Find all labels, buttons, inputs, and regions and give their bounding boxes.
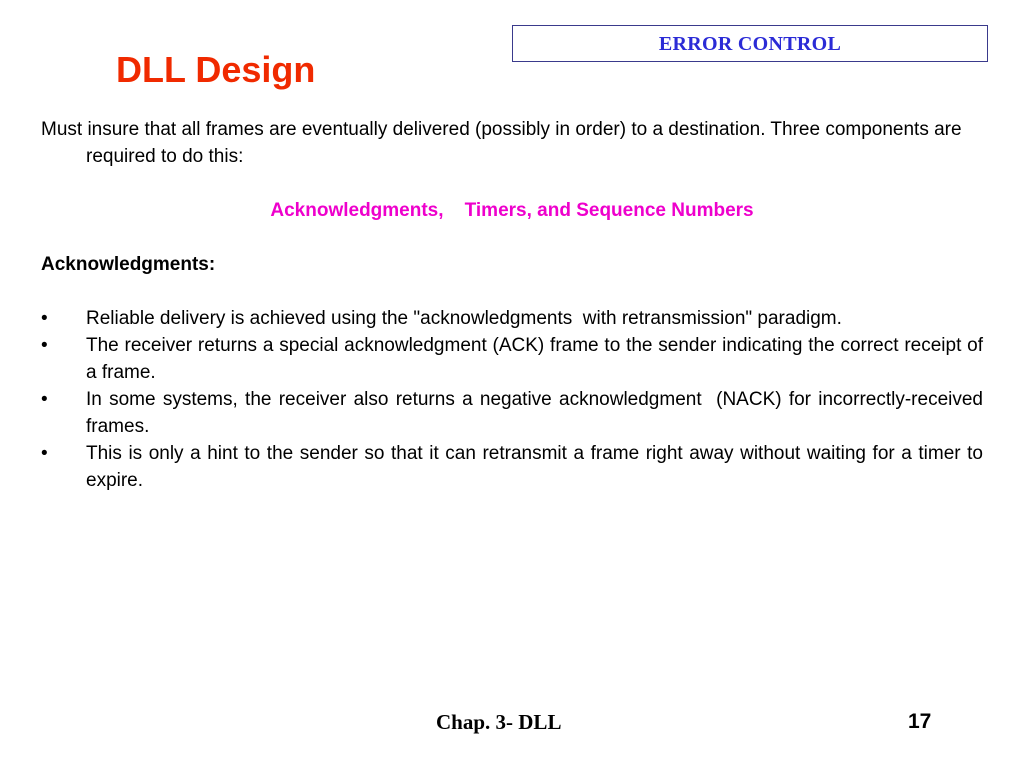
slide-title: DLL Design bbox=[116, 49, 316, 90]
list-item bbox=[41, 332, 989, 386]
bullet-text: In some systems, the receiver also returns a negative acknowledgment (NACK) for incorrectly-received frames. bbox=[86, 389, 989, 437]
footer-chapter: Chap. 3- DLL bbox=[436, 710, 562, 734]
list-item bbox=[41, 440, 989, 494]
slide-body bbox=[41, 116, 989, 494]
bullet-marker: • bbox=[41, 308, 48, 329]
topic-label: ERROR CONTROL bbox=[658, 33, 842, 55]
list-item bbox=[41, 386, 989, 440]
intro-paragraph: Must insure that all frames are eventually delivered (possibly in order) to a destination. Three components are required to do this: bbox=[41, 119, 962, 167]
bullet-marker: • bbox=[41, 389, 48, 410]
bullet-text: Reliable delivery is achieved using the "acknowledgments with retransmission" paradigm. bbox=[86, 308, 842, 329]
bullet-text: This is only a hint to the sender so that it can retransmit a frame right away without waiting for a timer to expire. bbox=[86, 443, 989, 491]
components-highlight: Acknowledgments, Timers, and Sequence Numbers bbox=[270, 200, 754, 221]
bullet-marker: • bbox=[41, 443, 48, 464]
bullet-text: The receiver returns a special acknowledgment (ACK) frame to the sender indicating the correct receipt of a frame. bbox=[86, 335, 989, 383]
page-number: 17 bbox=[908, 710, 932, 733]
bullet-list bbox=[41, 305, 989, 494]
section-heading: Acknowledgments: bbox=[41, 254, 216, 275]
topic-box bbox=[512, 25, 988, 62]
list-item bbox=[41, 305, 983, 332]
bullet-marker: • bbox=[41, 335, 48, 356]
